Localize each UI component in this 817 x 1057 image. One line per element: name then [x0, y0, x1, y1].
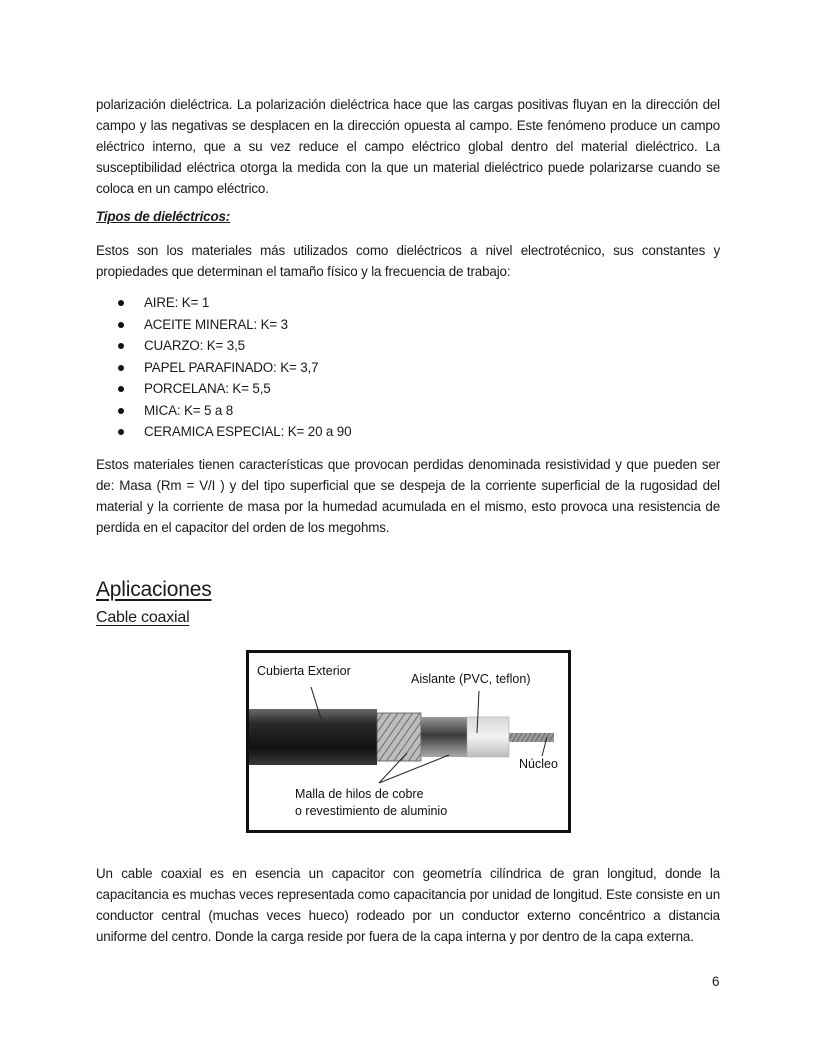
- outer-jacket: [249, 709, 377, 765]
- list-item: PORCELANA: K= 5,5: [96, 378, 351, 400]
- dielectric-list: [96, 292, 351, 443]
- label-outer-jacket: Cubierta Exterior: [257, 664, 351, 678]
- bullet-icon: [118, 429, 124, 435]
- bullet-icon: [118, 365, 124, 371]
- heading-coaxial-cable: Cable coaxial: [96, 609, 190, 626]
- paragraph-losses: Estos materiales tienen características que provocan perdidas denominada resistividad y que pueden ser de: Masa (Rm = V/I ) y del tipo superficial que se despeja de la corriente superficial de la rugosidad del material y la corriente de masa por la humedad acumulada en el mismo, esto provoca una resistencia de perdida en el capacitor del orden de los megohms.: [96, 457, 720, 535]
- foil-layer: [421, 717, 467, 757]
- coaxial-cable-figure: [246, 650, 571, 833]
- bullet-icon: [118, 322, 124, 328]
- bullet-icon: [118, 343, 124, 349]
- copper-braid: [377, 713, 421, 761]
- list-item: MICA: K= 5 a 8: [96, 400, 351, 422]
- paragraph-coaxial: Un cable coaxial es en esencia un capacitor con geometría cilíndrica de gran longitud, donde la capacitancia es muchas veces representada como capacitancia por unidad de longitud. Este consiste en un conductor central (muchas veces hueco) rodeado por un conductor externo concéntrico a distancia uniforme del centro. Donde la carga reside por fuera de la capa interna y por dentro de la capa externa.: [96, 866, 720, 944]
- list-item: ACEITE MINERAL: K= 3: [96, 314, 351, 336]
- insulator: [467, 717, 509, 757]
- paragraph-types-intro: Estos son los materiales más utilizados como dieléctricos a nivel electrotécnico, sus constantes y propiedades que determinan el tamaño físico y la frecuencia de trabajo:: [96, 243, 720, 279]
- list-item: CUARZO: K= 3,5: [96, 335, 351, 357]
- bullet-icon: [118, 386, 124, 392]
- label-shield-line2: o revestimiento de aluminio: [295, 804, 448, 818]
- heading-applications: Aplicaciones: [96, 578, 212, 601]
- bullet-icon: [118, 408, 124, 414]
- subheading-dielectric-types: Tipos de dieléctricos:: [96, 209, 231, 224]
- page-number: 6: [712, 974, 720, 989]
- list-item: PAPEL PARAFINADO: K= 3,7: [96, 357, 351, 379]
- label-insulator: Aislante (PVC, teflon): [411, 672, 531, 686]
- label-core: Núcleo: [519, 757, 558, 771]
- list-item: AIRE: K= 1: [96, 292, 351, 314]
- paragraph-polarization: polarización dieléctrica. La polarización dieléctrica hace que las cargas positivas fluyan en la dirección del campo y las negativas se desplacen en la dirección opuesta al campo. Este fenómeno produce un campo eléctrico interno, que a su vez reduce el campo eléctrico global dentro del material dieléctrico. La susceptibilidad eléctrica otorga la medida con la que un material dieléctrico puede polarizarse cuando se coloca en un campo eléctrico.: [96, 97, 720, 196]
- coaxial-cable-illustration: [249, 653, 568, 830]
- bullet-icon: [118, 300, 124, 306]
- list-item: CERAMICA ESPECIAL: K= 20 a 90: [96, 421, 351, 443]
- label-shield-line1: Malla de hilos de cobre: [295, 787, 424, 801]
